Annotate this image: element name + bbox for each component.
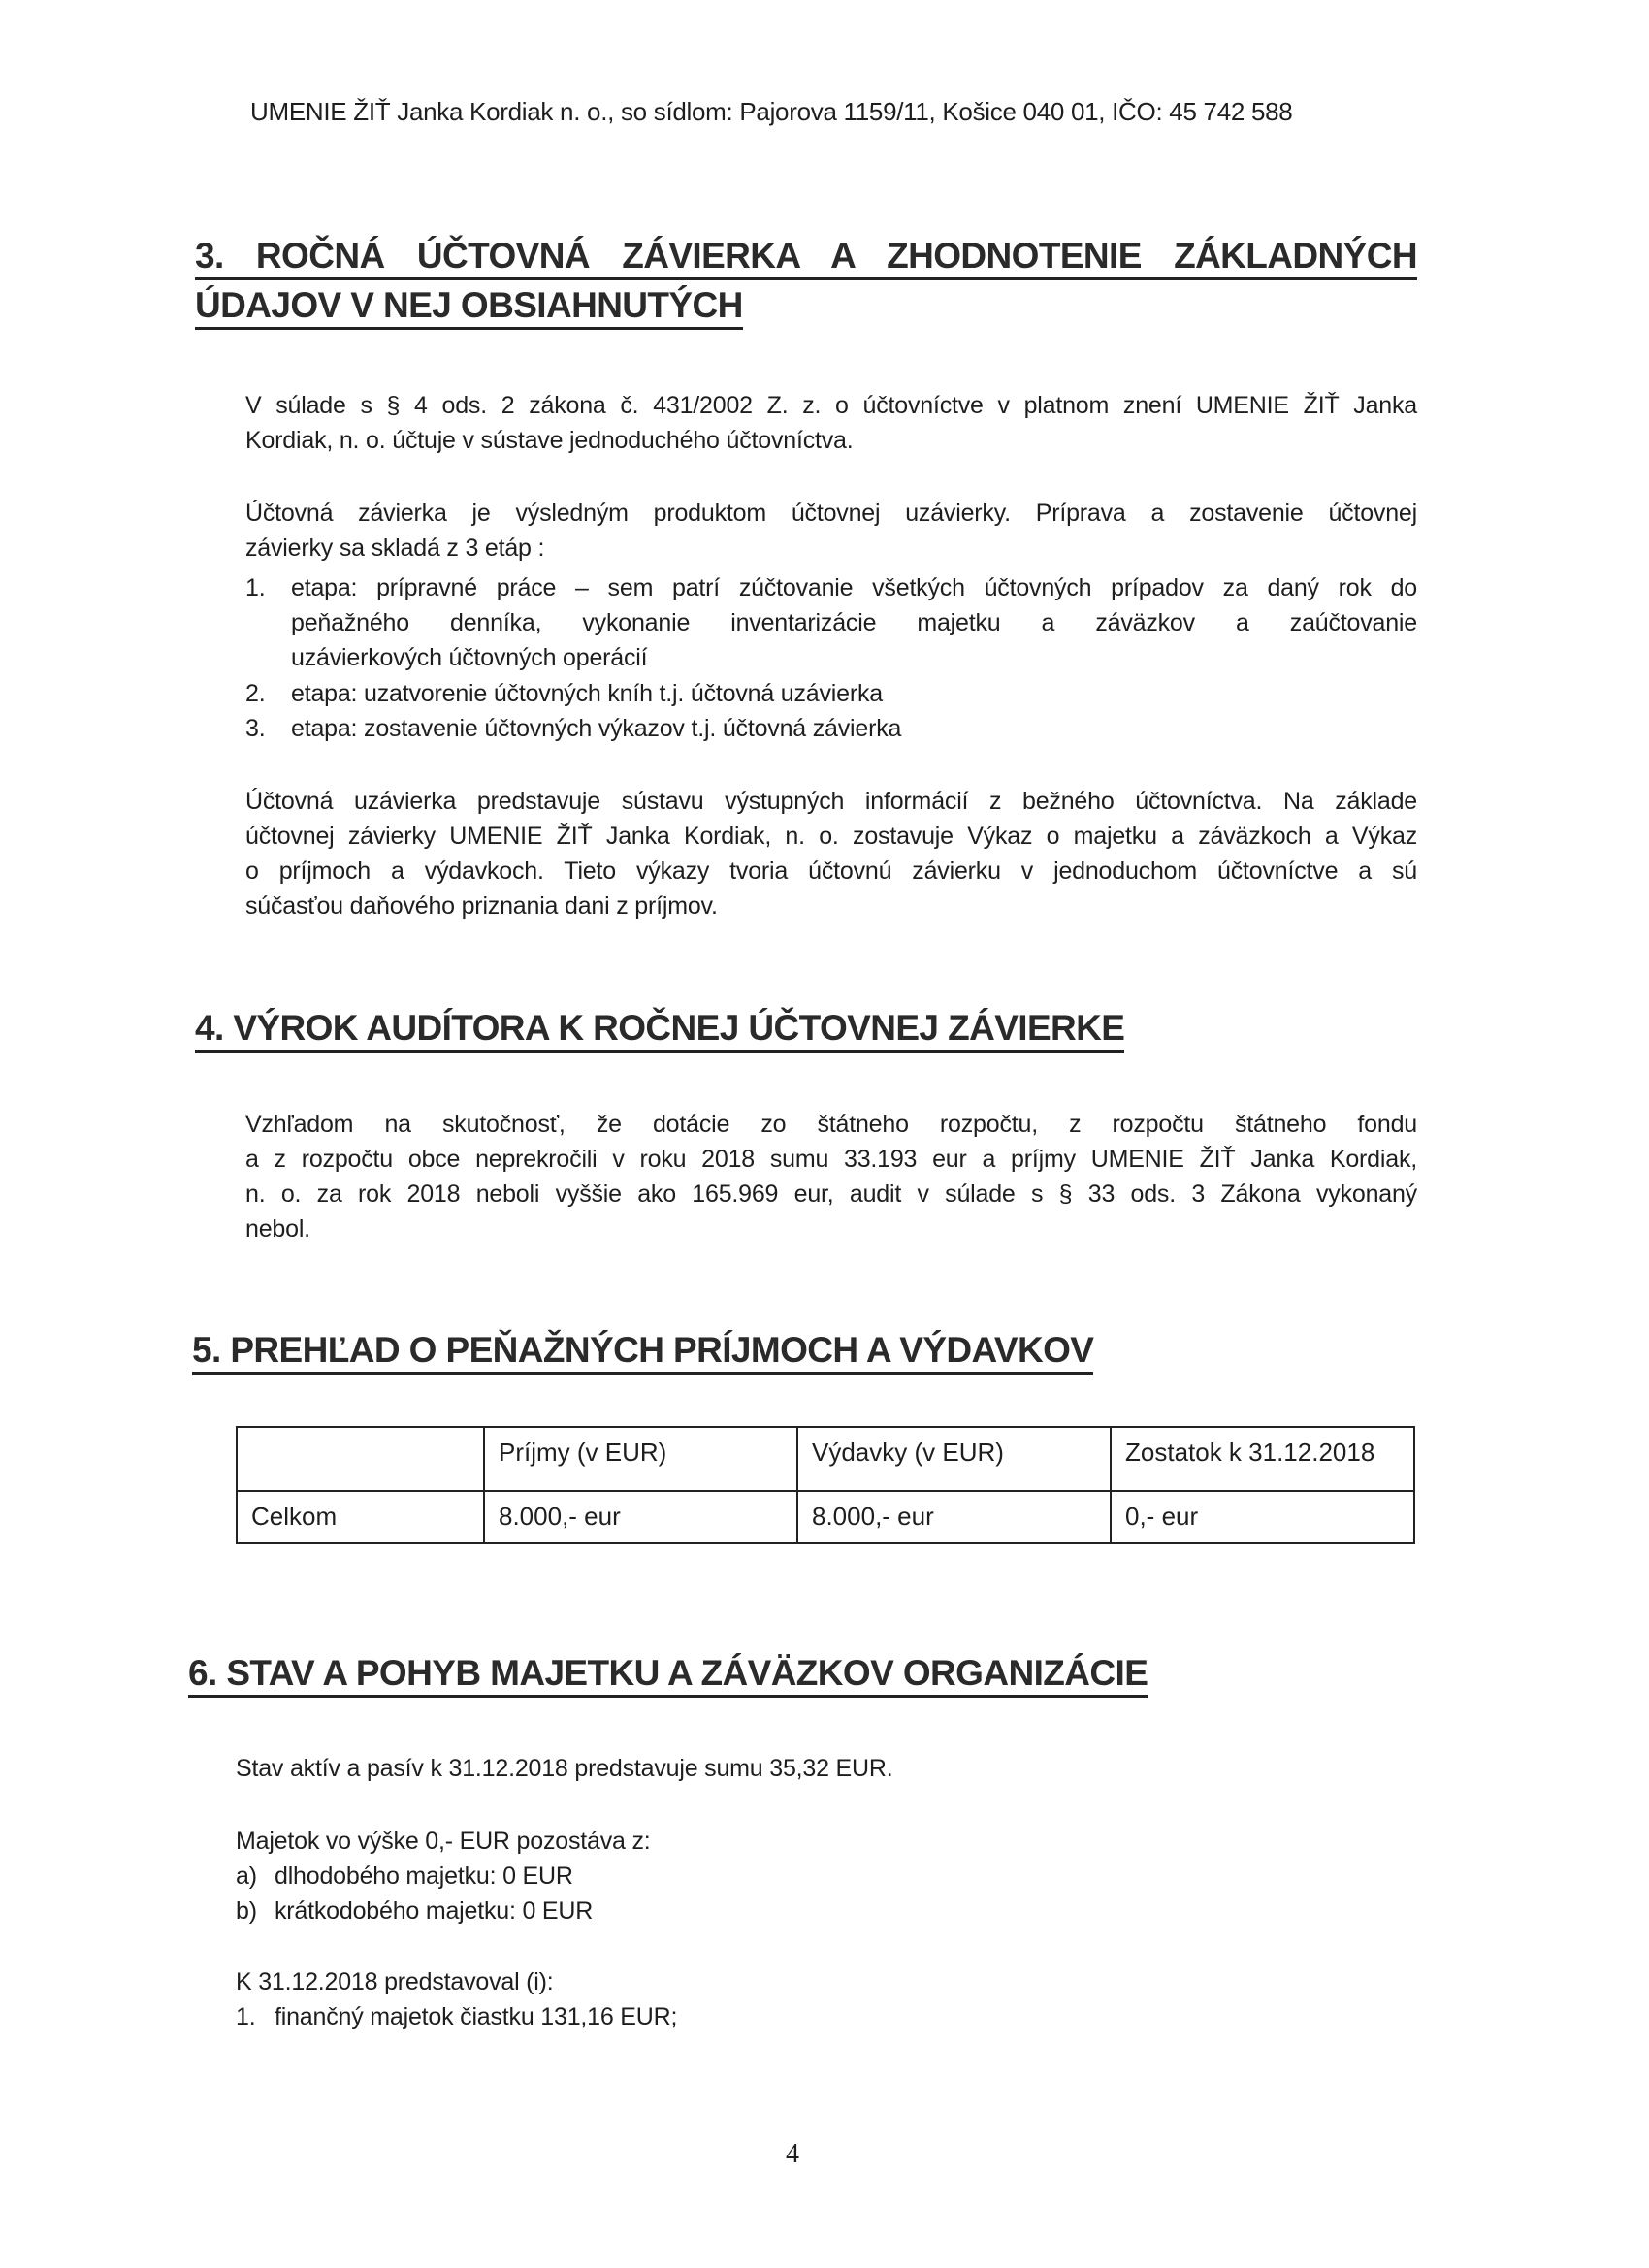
page-header: UMENIE ŽIŤ Janka Kordiak n. o., so sídlom: Pajorova 1159/11, Košice 040 01, IČO: 45 742 588 bbox=[250, 97, 1293, 126]
s4-p-line: nebol. bbox=[245, 1215, 310, 1243]
list-item: dlhodobého majetku: 0 EUR bbox=[275, 1863, 573, 1890]
table-cell: 8.000,- eur bbox=[797, 1491, 1111, 1543]
list-number: a) bbox=[236, 1863, 257, 1890]
list-item: krátkodobého majetku: 0 EUR bbox=[275, 1897, 594, 1925]
table-row bbox=[237, 1491, 1414, 1543]
list-number: b) bbox=[236, 1897, 257, 1925]
s4-p-line: a z rozpočtu obce neprekročili v roku 2018 sumu 33.193 eur a príjmy UMENIE ŽIŤ Janka Kordiak, bbox=[245, 1146, 1417, 1173]
list-item-line: etapa: prípravné práce – sem patrí zúčtovanie všetkých účtovných prípadov za daný rok do bbox=[291, 574, 1417, 601]
list-item: finančný majetok čiastku 131,16 EUR; bbox=[275, 2003, 678, 2030]
table-header-row bbox=[237, 1427, 1414, 1491]
table-header-cell: Výdavky (v EUR) bbox=[797, 1427, 1111, 1491]
list-number: 1. bbox=[236, 2003, 256, 2030]
list-item-line: etapa: uzatvorenie účtovných kníh t.j. účtovná uzávierka bbox=[291, 680, 883, 707]
list-number: 3. bbox=[245, 715, 266, 742]
section-6-title: 6. STAV A POHYB MAJETKU A ZÁVÄZKOV ORGANIZÁCIE bbox=[188, 1652, 1148, 1698]
list-item-line: uzávierkových účtovných operácií bbox=[291, 644, 648, 671]
s3-p1-line: V súlade s § 4 ods. 2 zákona č. 431/2002 Z. z. o účtovníctve v platnom znení UMENIE ŽIŤ Janka bbox=[245, 392, 1417, 419]
assets-total-text: Stav aktív a pasív k 31.12.2018 predstavuje sumu 35,32 EUR. bbox=[236, 1755, 893, 1782]
section-4-title: 4. VÝROK AUDÍTORA K ROČNEJ ÚČTOVNEJ ZÁVIERKE bbox=[195, 1007, 1124, 1053]
s3-p1-line: Kordiak, n. o. účtuje v sústave jednoduchého účtovníctva. bbox=[245, 427, 854, 454]
s3-p2-line: závierky sa skladá z 3 etáp : bbox=[245, 535, 545, 562]
table-header-cell bbox=[237, 1427, 484, 1491]
s3-p2-line: Účtovná závierka je výsledným produktom účtovnej uzávierky. Príprava a zostavenie účtovnej bbox=[245, 500, 1417, 527]
section-3-title-line2: ÚDAJOV V NEJ OBSIAHNUTÝCH bbox=[195, 284, 743, 330]
s4-p-line: n. o. za rok 2018 neboli vyššie ako 165.969 eur, audit v súlade s § 33 ods. 3 Zákona vykonaný bbox=[245, 1181, 1417, 1208]
section-5-title: 5. PREHĽAD O PEŇAŽNÝCH PRÍJMOCH A VÝDAVKOV bbox=[192, 1329, 1093, 1375]
list-number: 2. bbox=[245, 680, 266, 707]
assets-composition-text: Majetok vo výške 0,- EUR pozostáva z: bbox=[236, 1828, 651, 1855]
s4-p-line: Vzhľadom na skutočnosť, že dotácie zo štátneho rozpočtu, z rozpočtu štátneho fondu bbox=[245, 1111, 1417, 1138]
table-header-cell: Príjmy (v EUR) bbox=[484, 1427, 797, 1491]
table-cell: 8.000,- eur bbox=[484, 1491, 797, 1543]
list-item-line: etapa: zostavenie účtovných výkazov t.j. účtovná závierka bbox=[291, 715, 902, 742]
list-item-line: peňažného denníka, vykonanie inventarizácie majetku a záväzkov a zaúčtovanie bbox=[291, 609, 1417, 636]
list-number: 1. bbox=[245, 574, 266, 601]
table-cell: Celkom bbox=[237, 1491, 484, 1543]
table-cell: 0,- eur bbox=[1111, 1491, 1414, 1543]
date-intro-text: K 31.12.2018 predstavoval (i): bbox=[236, 1968, 554, 1995]
section-3-title-line1: 3. ROČNÁ ÚČTOVNÁ ZÁVIERKA A ZHODNOTENIE ZÁKLADNÝCH bbox=[195, 235, 1417, 280]
income-expense-table bbox=[236, 1426, 1415, 1544]
s3-p3-line: účtovnej závierky UMENIE ŽIŤ Janka Kordiak, n. o. zostavuje Výkaz o majetku a záväzkoch a Výkaz bbox=[245, 823, 1417, 850]
page-number: 4 bbox=[786, 2139, 799, 2169]
s3-p3-line: o príjmoch a výdavkoch. Tieto výkazy tvoria účtovnú závierku v jednoduchom účtovníctve a sú bbox=[245, 858, 1417, 885]
s3-p3-line: Účtovná uzávierka predstavuje sústavu výstupných informácií z bežného účtovníctva. Na základe bbox=[245, 788, 1417, 815]
table-header-cell: Zostatok k 31.12.2018 bbox=[1111, 1427, 1414, 1491]
s3-p3-line: súčasťou daňového priznania dani z príjmov. bbox=[245, 892, 718, 920]
